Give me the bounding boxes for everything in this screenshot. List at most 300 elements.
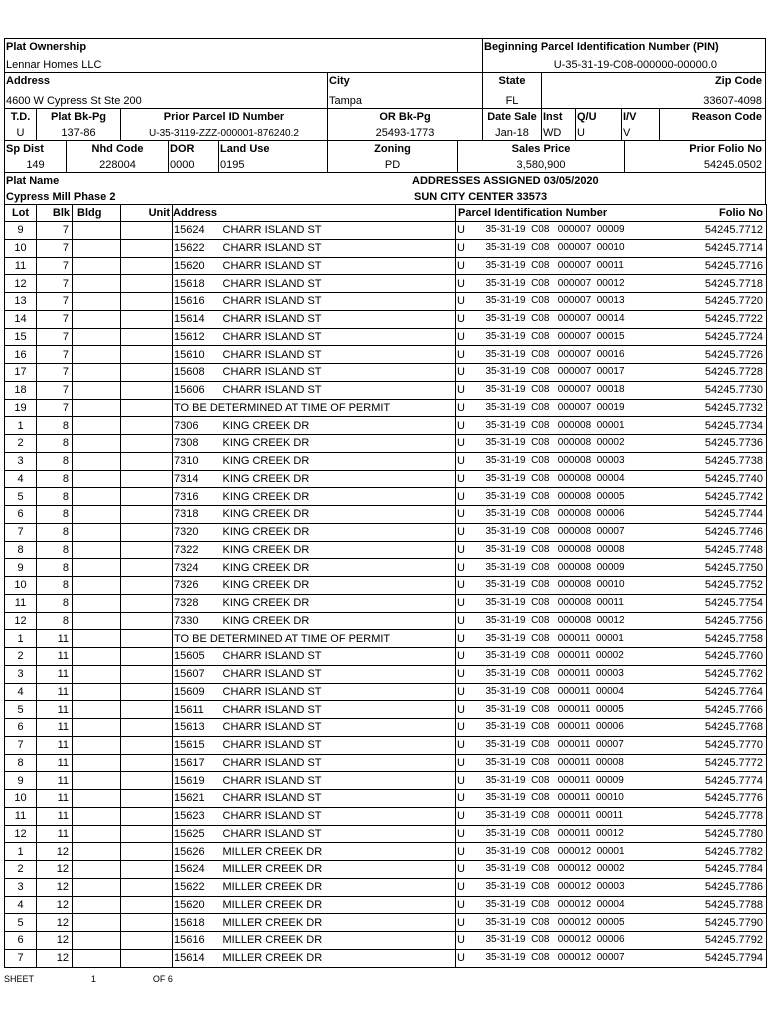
land-use-value: 0195: [220, 159, 245, 171]
house-number-cell: 15625: [173, 825, 223, 843]
tax-district-cell: U: [456, 896, 486, 914]
unit-cell: [121, 452, 173, 470]
folio-cell: 54245.7744: [662, 506, 767, 524]
tax-district-cell: U: [456, 381, 486, 399]
qu-label: Q/U: [577, 111, 597, 123]
pin-cell: 35-31-19 C08 000007 00014: [486, 310, 662, 328]
tax-district-cell: U: [456, 399, 486, 417]
inst-label: Inst: [543, 111, 563, 123]
col-unit-header: Unit: [121, 205, 173, 222]
pin-cell: 35-31-19 C08 000012 00004: [486, 896, 662, 914]
pin-cell: 35-31-19 C08 000011 00003: [486, 665, 662, 683]
unit-cell: [121, 346, 173, 364]
house-number-cell: 7320: [173, 523, 223, 541]
folio-cell: 54245.7732: [662, 399, 767, 417]
table-row: [5, 506, 767, 524]
tax-district-cell: U: [456, 914, 486, 932]
pin-cell: 35-31-19 C08 000007 00009: [486, 222, 662, 240]
house-number-cell: 15624: [173, 861, 223, 879]
block-cell: 7: [37, 239, 73, 257]
street-name-cell: CHARR ISLAND ST: [223, 648, 456, 666]
folio-cell: 54245.7736: [662, 435, 767, 453]
bldg-cell: [73, 523, 121, 541]
prior-parcel-value: U-35-3119-ZZZ-000001-876240.2: [149, 128, 299, 139]
lot-cell: 1: [5, 843, 37, 861]
tax-district-cell: U: [456, 665, 486, 683]
lot-cell: 7: [5, 523, 37, 541]
unit-cell: [121, 577, 173, 595]
bldg-cell: [73, 381, 121, 399]
folio-cell: 54245.7734: [662, 417, 767, 435]
unit-cell: [121, 949, 173, 967]
block-cell: 11: [37, 630, 73, 648]
house-number-cell: 7306: [173, 417, 223, 435]
folio-cell: 54245.7758: [662, 630, 767, 648]
lot-cell: 2: [5, 648, 37, 666]
nhd-cell: [67, 141, 169, 172]
address-cell: [5, 73, 328, 108]
folio-cell: 54245.7792: [662, 932, 767, 950]
lot-cell: 2: [5, 435, 37, 453]
block-cell: 11: [37, 754, 73, 772]
table-row: [5, 949, 767, 967]
reason-cell: [660, 109, 765, 140]
bldg-cell: [73, 399, 121, 417]
folio-cell: 54245.7726: [662, 346, 767, 364]
lot-cell: 7: [5, 949, 37, 967]
folio-cell: 54245.7720: [662, 293, 767, 311]
tax-district-cell: U: [456, 683, 486, 701]
table-row: [5, 257, 767, 275]
street-name-cell: CHARR ISLAND ST: [223, 825, 456, 843]
land-use-cell: [219, 141, 328, 172]
tax-district-cell: U: [456, 470, 486, 488]
street-name-cell: KING CREEK DR: [223, 488, 456, 506]
house-number-cell: 7318: [173, 506, 223, 524]
bldg-cell: [73, 949, 121, 967]
block-cell: 12: [37, 861, 73, 879]
table-row: [5, 648, 767, 666]
block-cell: 8: [37, 417, 73, 435]
inst-value: WD: [543, 127, 562, 139]
col-address-header: Address: [173, 205, 456, 222]
house-number-cell: 15619: [173, 772, 223, 790]
table-row: [5, 541, 767, 559]
pin-cell: 35-31-19 C08 000011 00009: [486, 772, 662, 790]
dor-value: 0000: [170, 159, 195, 171]
lot-cell: 5: [5, 701, 37, 719]
unit-cell: [121, 470, 173, 488]
street-name-cell: CHARR ISLAND ST: [223, 346, 456, 364]
house-number-cell: 15624: [173, 222, 223, 240]
street-name-cell: CHARR ISLAND ST: [223, 222, 456, 240]
bldg-cell: [73, 683, 121, 701]
bldg-cell: [73, 346, 121, 364]
tax-district-cell: U: [456, 594, 486, 612]
unit-cell: [121, 328, 173, 346]
address-row: [4, 72, 766, 108]
pin-cell: 35-31-19 C08 000008 00004: [486, 470, 662, 488]
lot-cell: 9: [5, 559, 37, 577]
unit-cell: [121, 719, 173, 737]
iv-cell: [622, 109, 660, 140]
street-name-cell: MILLER CREEK DR: [223, 896, 456, 914]
house-number-cell: 15616: [173, 932, 223, 950]
street-name-cell: CHARR ISLAND ST: [223, 239, 456, 257]
folio-cell: 54245.7718: [662, 275, 767, 293]
tax-district-cell: U: [456, 701, 486, 719]
prior-folio-cell: [625, 141, 765, 172]
house-number-cell: 15612: [173, 328, 223, 346]
unit-cell: [121, 275, 173, 293]
street-name-cell: KING CREEK DR: [223, 417, 456, 435]
house-number-cell: 7314: [173, 470, 223, 488]
plat-bkpg-label: Plat Bk-Pg: [50, 111, 106, 123]
col-folio-header: Folio No: [662, 205, 767, 222]
block-cell: 8: [37, 452, 73, 470]
house-number-cell: 15606: [173, 381, 223, 399]
table-header-row: [5, 205, 767, 222]
prior-folio-label: Prior Folio No: [689, 143, 762, 155]
unit-cell: [121, 665, 173, 683]
street-name-cell: KING CREEK DR: [223, 435, 456, 453]
bldg-cell: [73, 861, 121, 879]
bldg-cell: [73, 594, 121, 612]
block-cell: 8: [37, 506, 73, 524]
tax-district-cell: U: [456, 772, 486, 790]
folio-cell: 54245.7714: [662, 239, 767, 257]
tax-district-cell: U: [456, 559, 486, 577]
lot-cell: 19: [5, 399, 37, 417]
street-name-cell: KING CREEK DR: [223, 506, 456, 524]
bldg-cell: [73, 932, 121, 950]
tax-district-cell: U: [456, 949, 486, 967]
table-row: [5, 754, 767, 772]
folio-cell: 54245.7754: [662, 594, 767, 612]
sales-price-cell: [458, 141, 625, 172]
block-cell: 7: [37, 275, 73, 293]
block-cell: 12: [37, 949, 73, 967]
table-row: [5, 275, 767, 293]
pin-cell: 35-31-19 C08 000008 00005: [486, 488, 662, 506]
street-name-cell: KING CREEK DR: [223, 577, 456, 595]
house-number-cell: 15618: [173, 914, 223, 932]
tax-district-cell: U: [456, 612, 486, 630]
unit-cell: [121, 630, 173, 648]
block-cell: 11: [37, 683, 73, 701]
bldg-cell: [73, 665, 121, 683]
folio-cell: 54245.7756: [662, 612, 767, 630]
house-number-cell: 15621: [173, 790, 223, 808]
lot-cell: 12: [5, 275, 37, 293]
sheet-of-total: OF 6: [152, 974, 173, 984]
zip-value: 33607-4098: [703, 95, 762, 107]
date-sale-label: Date Sale: [487, 111, 537, 123]
pin-label: Beginning Parcel Identification Number (PIN): [484, 41, 719, 53]
unit-cell: [121, 222, 173, 240]
house-number-cell: 15613: [173, 719, 223, 737]
state-cell: [483, 73, 542, 108]
bldg-cell: [73, 417, 121, 435]
lot-cell: 13: [5, 293, 37, 311]
unit-cell: [121, 523, 173, 541]
lot-cell: 9: [5, 772, 37, 790]
street-name-cell: KING CREEK DR: [223, 470, 456, 488]
block-cell: 7: [37, 328, 73, 346]
street-name-cell: KING CREEK DR: [223, 452, 456, 470]
lot-cell: 3: [5, 452, 37, 470]
sheet-label: SHEET: [4, 974, 34, 984]
lot-cell: 18: [5, 381, 37, 399]
table-row: [5, 594, 767, 612]
lot-rows: [5, 222, 767, 968]
pin-cell: 35-31-19 C08 000008 00010: [486, 577, 662, 595]
pin-cell: 35-31-19 C08 000007 00011: [486, 257, 662, 275]
zip-cell: [542, 73, 765, 108]
house-number-cell: 15615: [173, 736, 223, 754]
folio-cell: 54245.7746: [662, 523, 767, 541]
tax-district-cell: U: [456, 630, 486, 648]
bldg-cell: [73, 239, 121, 257]
table-row: [5, 452, 767, 470]
street-name-cell: KING CREEK DR: [223, 541, 456, 559]
lot-cell: 5: [5, 914, 37, 932]
house-number-cell: 15616: [173, 293, 223, 311]
street-name-cell: CHARR ISLAND ST: [223, 328, 456, 346]
pin-cell: 35-31-19 C08 000011 00008: [486, 754, 662, 772]
table-row: [5, 896, 767, 914]
nhd-value: 228004: [99, 159, 136, 171]
block-cell: 11: [37, 736, 73, 754]
unit-cell: [121, 310, 173, 328]
bldg-cell: [73, 364, 121, 382]
street-name-cell: CHARR ISLAND ST: [223, 719, 456, 737]
street-name-cell: CHARR ISLAND ST: [223, 665, 456, 683]
bldg-cell: [73, 843, 121, 861]
sp-dist-cell: [5, 141, 67, 172]
street-name-cell: KING CREEK DR: [223, 594, 456, 612]
table-row: [5, 932, 767, 950]
block-cell: 8: [37, 488, 73, 506]
block-cell: 12: [37, 914, 73, 932]
tax-district-cell: U: [456, 843, 486, 861]
qu-value: U: [577, 127, 585, 139]
house-number-cell: 15617: [173, 754, 223, 772]
folio-cell: 54245.7740: [662, 470, 767, 488]
sales-price-value: 3,580,900: [516, 159, 566, 171]
pin-cell: 35-31-19 C08 000008 00003: [486, 452, 662, 470]
bldg-cell: [73, 488, 121, 506]
house-number-cell: 15618: [173, 275, 223, 293]
parcel-row: [4, 108, 766, 140]
ownership-row: [4, 38, 766, 72]
prior-parcel-cell: [121, 109, 328, 140]
folio-cell: 54245.7730: [662, 381, 767, 399]
table-row: [5, 843, 767, 861]
pin-cell: 35-31-19 C08 000008 00008: [486, 541, 662, 559]
tax-district-cell: U: [456, 577, 486, 595]
lot-cell: 4: [5, 683, 37, 701]
iv-label: I/V: [623, 111, 637, 123]
folio-cell: 54245.7724: [662, 328, 767, 346]
house-number-cell: 7316: [173, 488, 223, 506]
date-sale-cell: [483, 109, 542, 140]
or-bkpg-label: OR Bk-Pg: [379, 111, 431, 123]
tax-district-cell: U: [456, 293, 486, 311]
bldg-cell: [73, 736, 121, 754]
block-cell: 11: [37, 701, 73, 719]
street-name-cell: CHARR ISLAND ST: [223, 364, 456, 382]
table-row: [5, 470, 767, 488]
street-name-cell: MILLER CREEK DR: [223, 914, 456, 932]
reason-label: Reason Code: [691, 111, 762, 123]
tax-district-cell: U: [456, 719, 486, 737]
pin-cell: 35-31-19 C08 000012 00006: [486, 932, 662, 950]
block-cell: 11: [37, 772, 73, 790]
or-bkpg-value: 25493-1773: [375, 127, 435, 139]
bldg-cell: [73, 328, 121, 346]
bldg-cell: [73, 719, 121, 737]
street-name-cell: MILLER CREEK DR: [223, 932, 456, 950]
table-row: [5, 807, 767, 825]
block-cell: 8: [37, 541, 73, 559]
street-name-cell: CHARR ISLAND ST: [223, 310, 456, 328]
bldg-cell: [73, 435, 121, 453]
lot-cell: 6: [5, 932, 37, 950]
block-cell: 8: [37, 435, 73, 453]
tax-district-cell: U: [456, 417, 486, 435]
folio-cell: 54245.7788: [662, 896, 767, 914]
addresses-assigned-label: ADDRESSES ASSIGNED 03/05/2020: [412, 175, 599, 187]
date-sale-value: Jan-18: [495, 127, 529, 139]
pin-cell: 35-31-19 C08 000011 00002: [486, 648, 662, 666]
folio-cell: 54245.7780: [662, 825, 767, 843]
plat-bkpg-cell: [37, 109, 121, 140]
folio-cell: 54245.7786: [662, 878, 767, 896]
street-name-cell: CHARR ISLAND ST: [223, 772, 456, 790]
td-label: T.D.: [10, 111, 31, 123]
street-name-cell: CHARR ISLAND ST: [223, 257, 456, 275]
pin-cell: 35-31-19 C08 000011 00004: [486, 683, 662, 701]
tax-district-cell: U: [456, 932, 486, 950]
street-name-cell: CHARR ISLAND ST: [223, 293, 456, 311]
tax-district-cell: U: [456, 861, 486, 879]
city-center-label: SUN CITY CENTER 33573: [414, 191, 548, 203]
pin-cell: 35-31-19 C08 000007 00010: [486, 239, 662, 257]
col-lot-header: Lot: [5, 205, 37, 222]
pin-cell: 35-31-19 C08 000008 00001: [486, 417, 662, 435]
tax-district-cell: U: [456, 523, 486, 541]
folio-cell: 54245.7768: [662, 719, 767, 737]
house-number-cell: 15622: [173, 878, 223, 896]
folio-cell: 54245.7750: [662, 559, 767, 577]
house-number-cell: 15614: [173, 310, 223, 328]
unit-cell: [121, 559, 173, 577]
unit-cell: [121, 239, 173, 257]
unit-cell: [121, 932, 173, 950]
block-cell: 8: [37, 559, 73, 577]
street-name-cell: KING CREEK DR: [223, 612, 456, 630]
table-row: [5, 559, 767, 577]
unit-cell: [121, 772, 173, 790]
bldg-cell: [73, 754, 121, 772]
block-cell: 8: [37, 594, 73, 612]
tax-district-cell: U: [456, 754, 486, 772]
city-label: City: [329, 75, 350, 87]
house-number-cell: 15609: [173, 683, 223, 701]
bldg-cell: [73, 452, 121, 470]
bldg-cell: [73, 701, 121, 719]
table-row: [5, 310, 767, 328]
lot-cell: 14: [5, 310, 37, 328]
tax-district-cell: U: [456, 328, 486, 346]
lot-cell: 11: [5, 257, 37, 275]
street-name-cell: CHARR ISLAND ST: [223, 736, 456, 754]
zoning-cell: [328, 141, 458, 172]
owner-name: Lennar Homes LLC: [6, 59, 102, 71]
pin-cell: 35-31-19 C08 000011 00006: [486, 719, 662, 737]
tax-district-cell: U: [456, 506, 486, 524]
tax-district-cell: U: [456, 435, 486, 453]
td-value: U: [16, 127, 25, 139]
bldg-cell: [73, 825, 121, 843]
or-bkpg-cell: [328, 109, 483, 140]
table-row: [5, 381, 767, 399]
bldg-cell: [73, 222, 121, 240]
unit-cell: [121, 594, 173, 612]
nhd-label: Nhd Code: [91, 143, 144, 155]
lot-cell: 4: [5, 470, 37, 488]
lot-cell: 9: [5, 222, 37, 240]
lot-cell: 5: [5, 488, 37, 506]
unit-cell: [121, 612, 173, 630]
pin-cell: 35-31-19 C08 000012 00005: [486, 914, 662, 932]
lot-cell: 17: [5, 364, 37, 382]
bldg-cell: [73, 559, 121, 577]
unit-cell: [121, 399, 173, 417]
folio-cell: 54245.7774: [662, 772, 767, 790]
state-value: FL: [505, 95, 519, 107]
bldg-cell: [73, 896, 121, 914]
pin-cell: 35-31-19 C08 000007 00019: [486, 399, 662, 417]
lot-cell: 11: [5, 807, 37, 825]
house-number-cell: 7310: [173, 452, 223, 470]
table-row: [5, 523, 767, 541]
bldg-cell: [73, 630, 121, 648]
bldg-cell: [73, 293, 121, 311]
lots-table: [4, 204, 767, 968]
pin-cell: 35-31-19 C08 000012 00002: [486, 861, 662, 879]
tax-district-cell: U: [456, 275, 486, 293]
table-row: [5, 364, 767, 382]
owner-cell: [5, 39, 483, 72]
folio-cell: 54245.7722: [662, 310, 767, 328]
street-name-cell: KING CREEK DR: [223, 523, 456, 541]
folio-cell: 54245.7782: [662, 843, 767, 861]
folio-cell: 54245.7762: [662, 665, 767, 683]
qu-cell: [576, 109, 622, 140]
pin-cell: 35-31-19 C08 000008 00012: [486, 612, 662, 630]
lot-cell: 10: [5, 239, 37, 257]
lot-cell: 1: [5, 417, 37, 435]
dor-label: DOR: [170, 143, 195, 155]
iv-value: V: [623, 127, 631, 139]
pin-cell: 35-31-19 C08 000007 00013: [486, 293, 662, 311]
tax-district-cell: U: [456, 736, 486, 754]
unit-cell: [121, 648, 173, 666]
sp-dist-label: Sp Dist: [6, 143, 44, 155]
block-cell: 11: [37, 807, 73, 825]
